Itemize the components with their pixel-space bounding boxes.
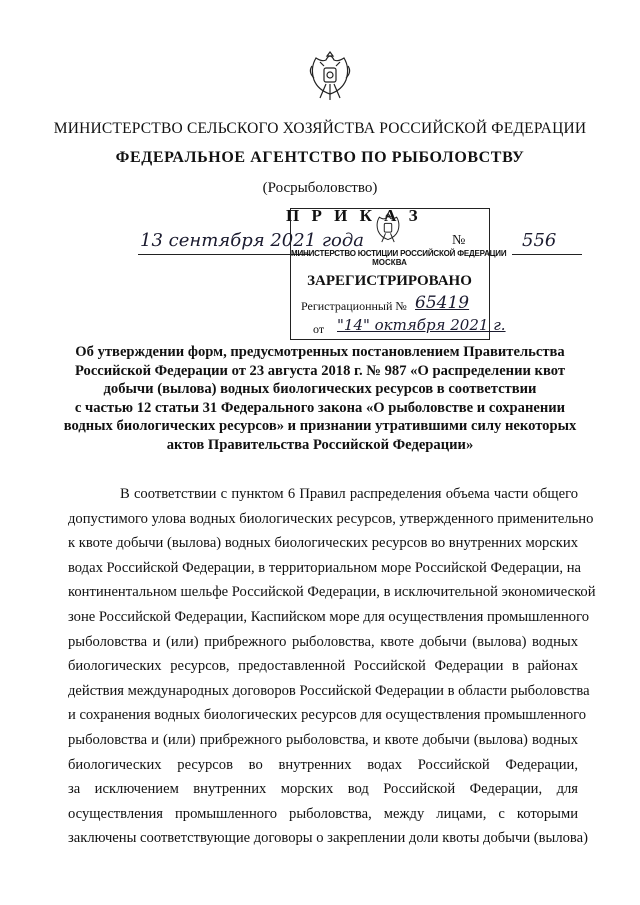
number-underline [512,254,582,255]
title-line: с частью 12 статьи 31 Федерального закона «О рыболовстве и сохранении [74,399,566,416]
order-title [60,343,580,454]
body-line: заключены соответствующие договоры о закреплении доли квоты добычи (вылова) [68,830,588,847]
body-line: В соответствии с пунктом 6 Правил распределения объема части общего [120,486,578,502]
body-line: за исключением внутренних морских вод Российской Федерации, для [68,781,578,798]
stamp-reg-number-handwritten: 65419 [415,293,470,313]
order-number-label: № [452,233,466,248]
agency-name: ФЕДЕРАЛЬНОЕ АГЕНТСТВО ПО РЫБОЛОВСТВУ [115,149,525,166]
document-type: П Р И К А З [286,206,422,225]
body-line: биологических ресурсов, предоставленной Российской Федерации в районах [68,658,578,675]
order-number-handwritten: 556 [522,230,557,251]
title-line: Российской Федерации от 23 августа 2018 г. № 987 «О распределении квот [74,362,566,379]
ministry-name: МИНИСТЕРСТВО СЕЛЬСКОГО ХОЗЯЙСТВА РОССИЙСКОЙ ФЕДЕРАЦИИ [53,120,587,137]
order-date-handwritten: 13 сентября 2021 года [140,230,364,251]
agency-abbreviation: (Росрыболовство) [262,180,378,196]
title-line: актов Правительства Российской Федерации» [166,436,474,453]
body-line: биологических ресурсов во внутренних водах Российской Федерации, [68,756,578,773]
stamp-city: МОСКВА [372,258,407,267]
date-underline [138,254,310,255]
double-headed-eagle-icon [306,48,354,106]
stamp-reg-number-label: Регистрационный № [301,299,407,313]
stamp-from-date-handwritten: "14" октября 2021 г. [337,316,506,334]
order-body [68,482,596,851]
body-line: рыболовства и (или) прибрежного рыболовства, и квоте добычи (вылова) водных [68,731,578,748]
body-line: к квоте добычи (вылова) водных биологических ресурсов во внутренних морских [68,535,578,552]
body-line: зоне Российской Федерации, Каспийском море для осуществления промышленного [68,608,589,625]
title-line: добычи (вылова) водных биологических ресурсов в соответствии [103,381,537,397]
body-line: рыболовства и (или) прибрежного рыболовства, квоте добычи (вылова) водных [68,633,578,650]
body-line: допустимого улова водных биологических ресурсов, утвержденного применительно [68,510,594,527]
body-line: осуществления промышленного рыболовства, между лицами, с которыми [68,805,578,822]
stamp-from-label: от [313,322,325,336]
title-line: Об утверждении форм, предусмотренных постановлением Правительства [75,344,565,360]
double-headed-eagle-icon [373,211,403,247]
title-line: водных биологических ресурсов» и признании утратившими силу некоторых [63,418,577,434]
body-line: действия международных договоров Российской Федерации в области рыболовства [68,682,590,699]
body-line: и сохранения водных биологических ресурсов для осуществления промышленного [68,707,587,724]
body-line: водах Российской Федерации, в территориальном море Российской Федерации, на [68,559,581,576]
body-line: континентальном шельфе Российской Федерации, в исключительной экономической [68,584,596,601]
registration-stamp [290,208,507,340]
stamp-ministry: МИНИСТЕРСТВО ЮСТИЦИИ РОССИЙСКОЙ ФЕДЕРАЦИИ [291,249,507,258]
stamp-registered: ЗАРЕГИСТРИРОВАНО [307,273,472,289]
